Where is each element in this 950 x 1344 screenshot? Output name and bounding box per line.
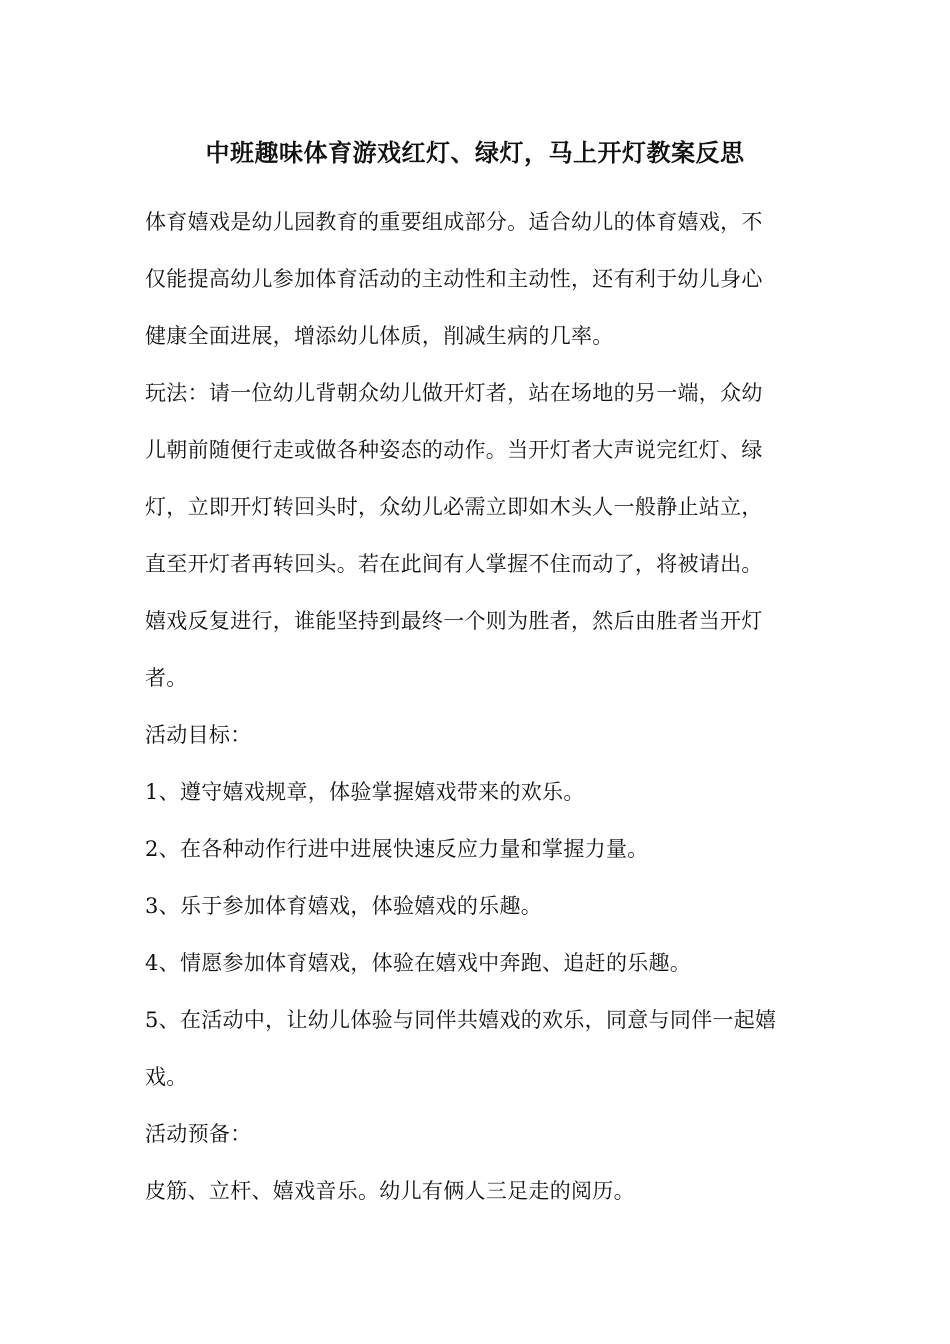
body-line: 儿朝前随便行走或做各种姿态的动作。当开灯者大声说完红灯、绿 [145, 438, 763, 462]
body-line: 者。 [145, 666, 188, 690]
body-line: 灯，立即开灯转回头时，众幼儿必需立即如木头人一般静止站立， [145, 495, 763, 519]
section-heading: 活动目标： [145, 723, 252, 747]
body-line: 直至开灯者再转回头。若在此间有人掌握不住而动了，将被请出。 [145, 552, 763, 576]
body-line: 皮筋、立杆、嬉戏音乐。幼儿有俩人三足走的阅历。 [145, 1179, 635, 1203]
list-item: 3、乐于参加体育嬉戏，体验嬉戏的乐趣。 [145, 894, 543, 918]
list-item: 5、在活动中，让幼儿体验与同伴共嬉戏的欢乐，同意与同伴一起嬉 [145, 1008, 777, 1032]
body-line: 嬉戏反复进行，谁能坚持到最终一个则为胜者，然后由胜者当开灯 [145, 609, 763, 633]
list-item: 戏。 [145, 1065, 188, 1089]
body-line: 玩法：请一位幼儿背朝众幼儿做开灯者，站在场地的另一端，众幼 [145, 381, 763, 405]
body-line: 仅能提高幼儿参加体育活动的主动性和主动性，还有利于幼儿身心 [145, 267, 763, 291]
document-title: 中班趣味体育游戏红灯、绿灯，马上开灯教案反思 [205, 138, 745, 167]
section-heading: 活动预备： [145, 1122, 252, 1146]
list-item: 2、在各种动作行进中进展快速反应力量和掌握力量。 [145, 837, 649, 861]
list-item: 1、遵守嬉戏规章，体验掌握嬉戏带来的欢乐。 [145, 780, 585, 804]
body-line: 健康全面进展，增添幼儿体质，削减生病的几率。 [145, 324, 614, 348]
list-item: 4、情愿参加体育嬉戏，体验在嬉戏中奔跑、追赶的乐趣。 [145, 951, 692, 975]
body-line: 体育嬉戏是幼儿园教育的重要组成部分。适合幼儿的体育嬉戏，不 [145, 210, 763, 234]
